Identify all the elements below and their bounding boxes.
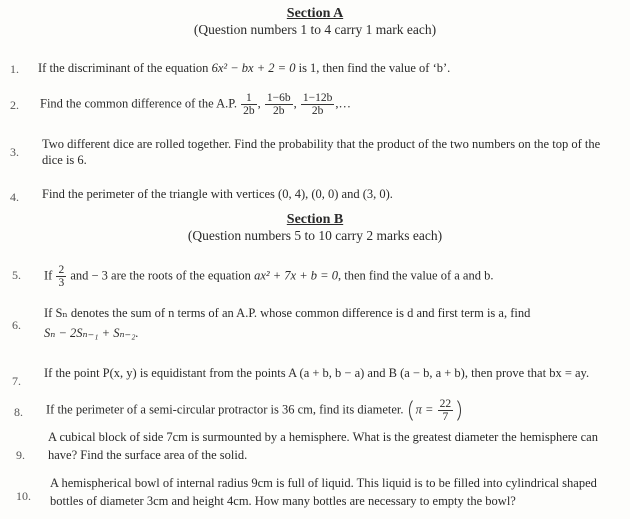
q2-text-pre: Find the common difference of the A.P.	[40, 96, 237, 111]
question-3-line-2: dice is 6.	[42, 153, 87, 167]
question-number: 3.	[10, 145, 19, 159]
question-10-line-2: bottles of diameter 3cm and height 4cm. How many bottles are necessary to empty the bowl?	[50, 494, 516, 508]
question-number: 7.	[12, 374, 21, 388]
section-b-subtitle: (Question numbers 5 to 10 carry 2 marks each)	[187, 228, 443, 243]
question-6-line-2: Sₙ − 2Sₙ₋₁ + Sₙ₋₂.	[44, 326, 139, 340]
pi-value: π = $\frac{22}{7}$	[409, 397, 461, 424]
section-b-title: Section B	[286, 212, 344, 227]
q1-equation: 6x² − bx + 2 = 0	[211, 61, 296, 75]
question-9-line-1: A cubical block of side 7cm is surmounted by a hemisphere. What is the greatest diameter the hemisphere can	[48, 430, 598, 444]
fraction: $\frac{2}{3}$	[58, 264, 65, 289]
question-2: Find the common difference of the A.P. $\frac{1}{2b}$ , $\frac{1-6b}{2b}$ , $\frac{1-12b}{2b}$ ,…	[40, 92, 351, 117]
question-number: 1.	[10, 62, 19, 76]
question-number: 5.	[12, 268, 21, 282]
q5-text-mid: and − 3 are the roots of the equation	[70, 268, 251, 283]
fraction: $\frac{1-12b}{2b}$	[302, 92, 333, 117]
question-number: 2.	[10, 98, 19, 112]
q8-text: If the perimeter of a semi-circular protractor is 36 cm, find its diameter.	[46, 402, 404, 417]
q5-text-pre: If	[44, 268, 53, 283]
question-number: 4.	[10, 190, 19, 204]
question-10-line-1: A hemispherical bowl of internal radius 9cm is full of liquid. This liquid is to be filled into cylindrical shaped	[50, 476, 597, 490]
q2-text-post: ,…	[335, 96, 351, 111]
q1-text-post: is 1, then find the value of ‘b’.	[298, 61, 451, 75]
fraction: $\frac{1-6b}{2b}$	[266, 92, 291, 117]
q1-text-pre: If the discriminant of the equation	[38, 61, 209, 75]
fraction: $\frac{1}{2b}$	[243, 92, 255, 117]
question-number: 6.	[12, 318, 21, 332]
section-a-title: Section A	[286, 6, 344, 21]
q5-text-post: , then find the value of a and b.	[337, 268, 494, 283]
q5-equation: ax² + 7x + b = 0	[254, 268, 338, 283]
question-8	[46, 397, 461, 424]
question-4: Find the perimeter of the triangle with vertices (0, 4), (0, 0) and (3, 0).	[42, 187, 393, 201]
question-number: 10.	[16, 489, 31, 503]
question-3-line-1: Two different dice are rolled together. Find the probability that the product of the two numbers on the top of the	[42, 137, 601, 151]
question-1	[38, 60, 450, 77]
question-5	[44, 264, 493, 289]
question-7: If the point P(x, y) is equidistant from the points A (a + b, b − a) and B (a − b, a + b), then prove that bx = ay.	[44, 366, 590, 380]
section-a-subtitle: (Question numbers 1 to 4 carry 1 mark each)	[193, 22, 437, 37]
question-9-line-2: have? Find the surface area of the solid.	[48, 448, 248, 462]
fraction: $\frac{22}{7}$	[439, 398, 452, 423]
question-6-line-1: If Sₙ denotes the sum of n terms of an A.P. whose common difference is d and first term is a, find	[44, 306, 531, 320]
question-number: 9.	[16, 448, 25, 462]
question-number: 8.	[14, 405, 23, 419]
